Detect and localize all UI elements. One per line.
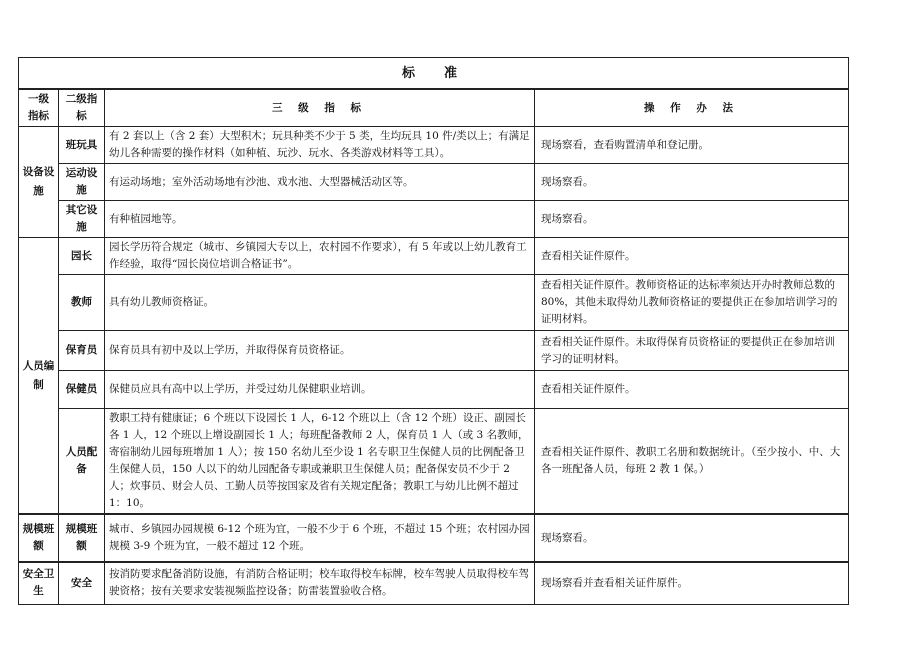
method-scale: 现场察看。: [535, 514, 849, 562]
method-caregiver: 查看相关证件原件。未取得保育员资格证的要提供正在参加培训学习的证明材料。: [535, 331, 849, 371]
subcategory-director: 园长: [59, 238, 105, 275]
subcategory-sports: 运动设施: [59, 164, 105, 201]
criteria-staff-allocation: 教职工持有健康证；6 个班以下设园长 1 人，6-12 个班以上（含 12 个班）设正、副园长各 1 人，12 个班以上增设副园长 1 人；每班配备教师 2 人，保育员 1 人（或 3 名教师，寄宿制幼儿园每班增加 1 人）；按 150 名幼儿至少设 1 名专职卫生保健人员的比例配备卫生保健人员，150 人以下的幼儿园配备专职或兼职卫生保健人员；配备保安员不少于 2 人；炊事员、财会人员、工勤人员等按国家及省有关规定配备；教职工与幼儿比例不超过 1：10。: [105, 409, 535, 515]
table-title: 标 准: [19, 58, 849, 90]
criteria-director: 园长学历符合规定（城市、乡镇园大专以上，农村园不作要求），有 5 年或以上幼儿教育工作经验，取得“园长岗位培训合格证书”。: [105, 238, 535, 275]
method-staff-allocation: 查看相关证件原件、教职工名册和数据统计。（至少按小、中、大各一班配备人员，每班 2 教 1 保。）: [535, 409, 849, 515]
subcategory-scale: 规模班额: [59, 514, 105, 562]
header-level2: 二级指标: [59, 89, 105, 127]
header-level3: 三 级 指 标: [105, 89, 535, 127]
criteria-health-worker: 保健员应具有高中以上学历，并受过幼儿保健职业培训。: [105, 371, 535, 409]
method-safety: 现场察看并查看相关证件原件。: [535, 562, 849, 604]
subcategory-other: 其它设施: [59, 201, 105, 238]
method-other: 现场察看。: [535, 201, 849, 238]
category-scale: 规模班额: [19, 514, 59, 562]
method-health-worker: 查看相关证件原件。: [535, 371, 849, 409]
subcategory-staff-allocation: 人员配备: [59, 409, 105, 515]
method-director: 查看相关证件原件。: [535, 238, 849, 275]
criteria-teacher: 具有幼儿教师资格证。: [105, 275, 535, 331]
criteria-caregiver: 保育员具有初中及以上学历，并取得保育员资格证。: [105, 331, 535, 371]
category-equipment: 设备设施: [19, 127, 59, 238]
subcategory-safety: 安全: [59, 562, 105, 604]
criteria-toys: 有 2 套以上（含 2 套）大型积木；玩具种类不少于 5 类，生均玩具 10 件/类以上；有满足幼儿各种需要的操作材料（如种植、玩沙、玩水、各类游戏材料等工具）。: [105, 127, 535, 164]
category-safety: 安全卫生: [19, 562, 59, 604]
criteria-sports: 有运动场地；室外活动场地有沙池、戏水池、大型器械活动区等。: [105, 164, 535, 201]
header-level1: 一级指标: [19, 89, 59, 127]
category-staffing: 人员编制: [19, 238, 59, 515]
criteria-safety: 按消防要求配备消防设施，有消防合格证明；校车取得校车标牌，校车驾驶人员取得校车驾驶资格；按有关要求安装视频监控设备；防雷装置验收合格。: [105, 562, 535, 604]
header-method: 操 作 办 法: [535, 89, 849, 127]
standards-sheet: [18, 57, 848, 605]
subcategory-health-worker: 保健员: [59, 371, 105, 409]
method-toys: 现场察看，查看购置清单和登记册。: [535, 127, 849, 164]
criteria-scale: 城市、乡镇园办园规模 6-12 个班为宜，一般不少于 6 个班，不超过 15 个班；农村园办园规模 3-9 个班为宜，一般不超过 12 个班。: [105, 514, 535, 562]
method-teacher: 查看相关证件原件。教师资格证的达标率须达开办时教师总数的 80%，其他未取得幼儿教师资格证的要提供正在参加培训学习的证明材料。: [535, 275, 849, 331]
subcategory-toys: 班玩具: [59, 127, 105, 164]
subcategory-teacher: 教师: [59, 275, 105, 331]
standards-table: [18, 57, 849, 605]
subcategory-caregiver: 保育员: [59, 331, 105, 371]
method-sports: 现场察看。: [535, 164, 849, 201]
criteria-other: 有种植园地等。: [105, 201, 535, 238]
